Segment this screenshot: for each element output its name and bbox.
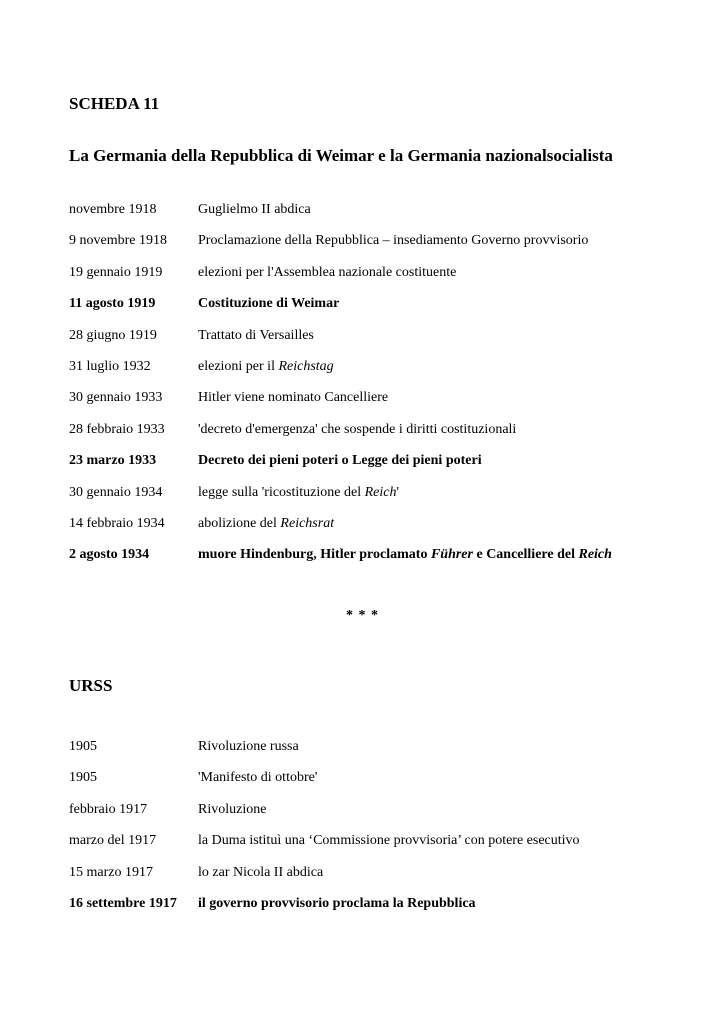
timeline-date: 14 febbraio 1934 (69, 516, 165, 531)
event-text: Rivoluzione (198, 801, 267, 817)
timeline-event (198, 231, 588, 251)
timeline-date: 11 agosto 1919 (69, 296, 156, 312)
timeline-date: 16 settembre 1917 (69, 896, 177, 911)
timeline-date: 28 giugno 1919 (69, 327, 157, 343)
timeline-event (198, 326, 314, 346)
timeline-event (198, 294, 339, 314)
timeline-date: 19 gennaio 1919 (69, 264, 163, 280)
italic-term: Führer (430, 547, 473, 563)
timeline-event (198, 737, 299, 757)
sheet-number-heading: SCHEDA 11 (69, 94, 160, 113)
timeline-date: marzo del 1917 (69, 833, 157, 849)
event-text: elezioni per il (198, 359, 279, 374)
event-text: Trattato di Versailles (198, 327, 314, 343)
event-text: ' (396, 484, 399, 500)
event-text: muore Hindenburg, Hitler proclamato (198, 547, 431, 563)
event-text: il governo provvisorio proclama la Repubblica (198, 896, 476, 911)
event-text: legge sulla 'ricostituzione del (198, 484, 365, 500)
timeline-date: 30 gennaio 1934 (69, 484, 163, 500)
timeline-date: 2 agosto 1934 (69, 547, 150, 563)
event-text: la Duma istituì una ‘Commissione provvisoria’ con potere esecutivo (198, 833, 580, 849)
timeline-date: 15 marzo 1917 (69, 864, 153, 880)
timeline-event (198, 768, 317, 788)
timeline-event (198, 357, 334, 377)
timeline-event (198, 388, 388, 408)
timeline-date: 9 novembre 1918 (69, 233, 167, 249)
event-text: lo zar Nicola II abdica (198, 864, 324, 880)
event-text: 'decreto d'emergenza' che sospende i diritti costituzionali (198, 421, 517, 437)
event-text: Guglielmo II abdica (198, 202, 311, 217)
event-text: 'Manifesto di ottobre' (198, 770, 318, 786)
italic-term: Reichsrat (280, 516, 335, 531)
timeline-event (198, 514, 334, 534)
italic-term: Reichstag (278, 359, 334, 374)
timeline-event (198, 545, 612, 565)
event-text: Hitler viene nominato Cancelliere (198, 390, 389, 406)
timeline-event (198, 483, 399, 503)
timeline-event (198, 451, 482, 471)
italic-term: Reich (578, 547, 612, 563)
event-text: elezioni per l'Assemblea nazionale costituente (198, 264, 457, 280)
italic-term: Reich (364, 484, 397, 500)
timeline-event (198, 800, 266, 820)
timeline-event (198, 200, 311, 220)
event-text: Proclamazione della Repubblica – insediamento Governo provvisorio (198, 233, 589, 249)
timeline-date: 31 luglio 1932 (69, 359, 151, 374)
timeline-date: novembre 1918 (69, 202, 157, 217)
timeline-event (198, 420, 516, 440)
timeline-date: 28 febbraio 1933 (69, 421, 165, 437)
timeline-event (198, 894, 476, 914)
timeline-date: 30 gennaio 1933 (69, 390, 163, 406)
urss-section-title: URSS (69, 676, 113, 695)
timeline-event (198, 263, 456, 283)
event-text: Decreto dei pieni poteri o Legge dei pieni poteri (198, 453, 482, 469)
event-text: e Cancelliere del (472, 547, 579, 563)
event-text: Costituzione di Weimar (198, 296, 340, 312)
timeline-date: 1905 (69, 770, 97, 786)
event-text: Rivoluzione russa (198, 739, 299, 754)
timeline-event (198, 863, 323, 883)
document-title: La Germania della Repubblica di Weimar e la Germania nazionalsocialista (69, 146, 613, 165)
timeline-date: 23 marzo 1933 (69, 453, 157, 469)
timeline-date: 1905 (69, 739, 97, 754)
timeline-date: febbraio 1917 (69, 801, 148, 817)
event-text: abolizione del (198, 516, 281, 531)
section-separator: * * * (346, 608, 379, 623)
timeline-event (198, 831, 580, 851)
